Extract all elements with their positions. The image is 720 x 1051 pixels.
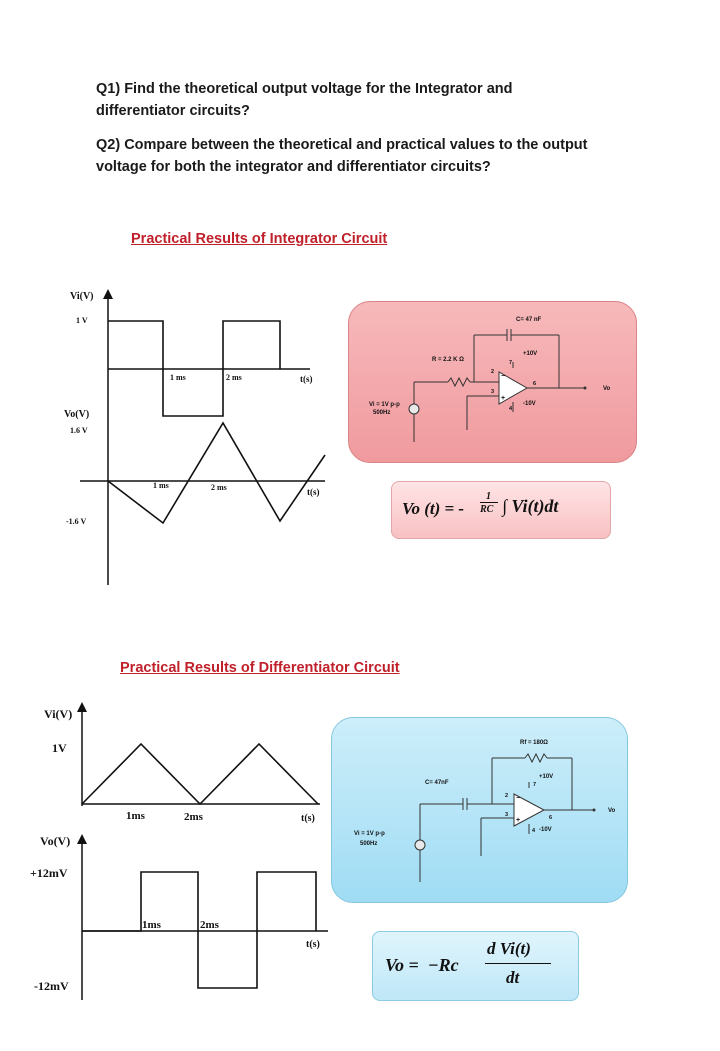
differentiator-vo-label: Vo(V): [40, 834, 71, 848]
differentiator-input-triangle-wave: [82, 744, 318, 804]
integrator-vo-pos: 1.6 V: [70, 426, 88, 435]
integrator-pin2: 2: [491, 369, 495, 375]
integrator-formula-den: RC: [480, 504, 494, 515]
integrator-circuit-diagram: [349, 302, 636, 462]
differentiator-vo-pos: +12mV: [30, 866, 68, 880]
integrator-source-label: Vi = 1V p-p: [369, 402, 400, 408]
integrator-pin3: 3: [491, 389, 495, 395]
differentiator-capacitor-label: C= 47nF: [425, 780, 449, 786]
integrator-vi-arrow: [103, 289, 113, 299]
differentiator-waveforms: [0, 700, 340, 1000]
integrator-pin6: 6: [533, 381, 537, 387]
differentiator-vo-t2: 2ms: [200, 919, 219, 931]
differentiator-heading: Practical Results of Differentiator Circuit: [120, 660, 400, 676]
integrator-pin7: 7: [509, 360, 513, 366]
integrator-output-triangle-wave: [108, 423, 325, 523]
integrator-vo-t2: 2 ms: [211, 483, 227, 492]
differentiator-circuit-diagram: [332, 718, 627, 902]
differentiator-vo-node: Vo: [608, 808, 616, 814]
differentiator-freq-label: 500Hz: [360, 841, 378, 847]
differentiator-vi-xlabel: t(s): [301, 813, 315, 824]
integrator-vi-t1: 1 ms: [170, 373, 186, 382]
differentiator-source-label: Vi = 1V p-p: [354, 831, 385, 837]
integrator-formula-lhs: Vo (t) = -: [402, 499, 465, 518]
differentiator-vi-t2: 2ms: [184, 811, 203, 823]
differentiator-pin6: 6: [549, 815, 553, 821]
differentiator-formula-lhs: Vo = −Rc: [385, 955, 459, 975]
question-2: Q2) Compare between the theoretical and practical values to the output voltage for both the integrator and differentiator circuits?: [96, 137, 588, 175]
integrator-vi-label: Vi(V): [70, 291, 94, 302]
differentiator-vo-arrow: [77, 834, 87, 844]
integrator-capacitor-label: C= 47 nF: [516, 317, 542, 323]
differentiator-pin3: 3: [505, 812, 509, 818]
differentiator-vi-label: Vi(V): [44, 707, 73, 721]
integrator-minus-sign: −: [501, 373, 506, 380]
integrator-formula-rhs: ∫ Vi(t)dt: [502, 496, 559, 516]
integrator-pin4: 4: [509, 406, 513, 412]
differentiator-formula-den: dt: [506, 968, 520, 987]
differentiator-vminus-label: -10V: [539, 827, 552, 833]
integrator-formula-num: 1: [486, 491, 491, 502]
integrator-resistor-label: R = 2.2 K Ω: [432, 357, 464, 363]
differentiator-vo-t1: 1ms: [142, 919, 161, 931]
differentiator-minus-sign: −: [516, 795, 521, 802]
differentiator-vo-xlabel: t(s): [306, 939, 320, 950]
integrator-vplus-label: +10V: [523, 351, 538, 357]
integrator-formula: [391, 481, 611, 539]
integrator-formula-fraction-bar: [480, 502, 498, 503]
integrator-vi-t2: 2 ms: [226, 373, 242, 382]
integrator-vi-level: 1 V: [76, 316, 88, 325]
differentiator-vi-arrow: [77, 702, 87, 712]
integrator-vo-label: Vo(V): [64, 409, 90, 420]
question-1: Q1) Find the theoretical output voltage for the Integrator and differentiator circuits?: [96, 81, 513, 119]
differentiator-formula-fraction-bar: [485, 963, 551, 964]
differentiator-formula: [372, 931, 579, 1001]
differentiator-vplus-label: +10V: [539, 774, 554, 780]
differentiator-plus-sign: +: [516, 817, 521, 824]
integrator-vo-node: Vo: [603, 386, 611, 392]
integrator-waveforms: [0, 285, 340, 585]
integrator-vo-t1: 1 ms: [153, 481, 169, 490]
differentiator-formula-num: d Vi(t): [487, 939, 531, 958]
differentiator-vi-level: 1V: [52, 741, 67, 755]
differentiator-output-square-wave: [82, 872, 316, 988]
integrator-vo-xlabel: t(s): [307, 487, 320, 497]
integrator-vo-neg: -1.6 V: [66, 517, 87, 526]
integrator-freq-label: 500Hz: [373, 410, 391, 416]
differentiator-vi-t1: 1ms: [126, 810, 145, 822]
differentiator-vo-neg: -12mV: [34, 979, 69, 993]
differentiator-resistor-label: Rf = 180Ω: [520, 740, 548, 746]
differentiator-pin4: 4: [532, 828, 536, 834]
integrator-plus-sign: +: [501, 395, 506, 402]
differentiator-pin7: 7: [533, 782, 537, 788]
differentiator-circuit-panel: [331, 717, 628, 903]
integrator-heading: Practical Results of Integrator Circuit: [131, 231, 388, 247]
integrator-circuit-panel: [348, 301, 637, 463]
integrator-vi-xlabel: t(s): [300, 374, 313, 384]
differentiator-pin2: 2: [505, 793, 509, 799]
integrator-vminus-label: -10V: [523, 401, 536, 407]
